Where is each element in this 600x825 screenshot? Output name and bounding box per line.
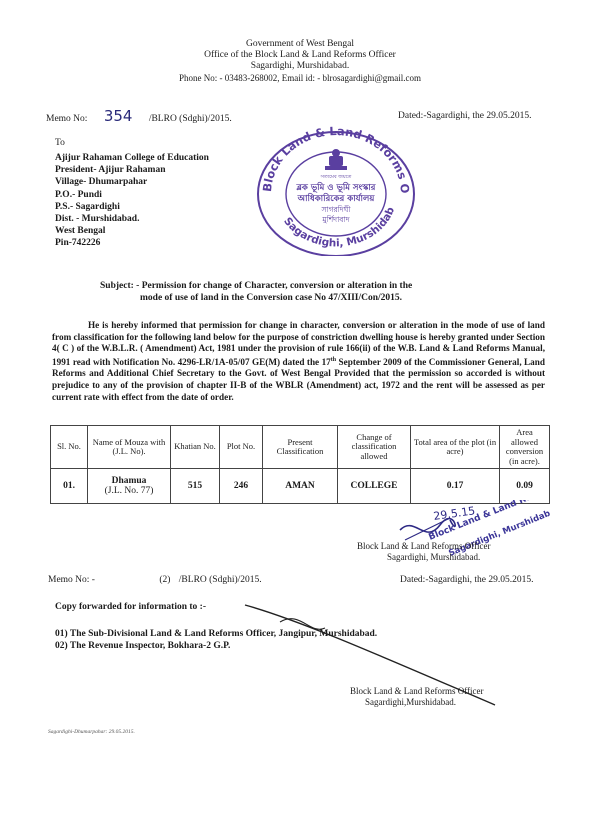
body-text-part1: He is hereby informed that permission for change in character, conversion or alteration in the mode of use of land from classification for the following land below for the purpose of constriction dwelling house is hereby granted under Section 4( C ) of the W.B.L.R. ( Amendment) Act, 1981 under the provision of rule 166(ii) of the W.B. Land & Land Reforms Manual, 1991 read with Notification No. 4296-LR/1A-05/07 GE(M) dated the 17 [52, 320, 545, 367]
list-item: 01) The Sub-Divisional Land & Land Reforms Officer, Jangipur, Murshidabad. [55, 629, 378, 639]
header-office: Office of the Block Land & Land Reforms Officer [204, 50, 396, 60]
seal-bottom-text: Sagardighi, Murshidab [281, 205, 398, 250]
signature2-title: Block Land & Land Reforms Officer [350, 686, 484, 696]
cell-khatian: 515 [171, 469, 220, 504]
cell-sl: 01. [51, 469, 88, 504]
seal-center-line: আধিকারিকের কার্যালয় [297, 194, 375, 204]
col-plot: Plot No. [220, 426, 263, 469]
address-line: President- Ajijur Rahaman [55, 165, 166, 176]
col-khatian: Khatian No. [171, 426, 220, 469]
cell-mouza-jl: (J.L. No. 77) [104, 486, 154, 496]
cell-mouza [88, 469, 171, 504]
col-sl: Sl. No. [51, 426, 88, 469]
memo-number: 354 [103, 107, 133, 125]
signature-title: Block Land & Land Reforms Officer [357, 541, 491, 551]
subject-line-1: Subject: - Permission for change of Character, conversion or alteration in the [100, 281, 413, 291]
office-seal [251, 126, 421, 256]
subject-line-2: mode of use of land in the Conversion case No 47/XIII/Con/2015. [140, 293, 403, 303]
col-allowed: Area allowed conversion (in acre). [500, 426, 550, 469]
body-paragraph [52, 320, 545, 403]
signature-block-1 [357, 541, 491, 563]
signature2-place: Sagardighi,Murshidabad. [365, 697, 456, 707]
seal-ring-text: Block Land & Land Reforms O [259, 126, 413, 195]
address-line: Dist. - Murshidabad. [55, 214, 140, 225]
memo-suffix: /BLRO (Sdghi)/2015. [148, 114, 232, 124]
body-sup: th [330, 356, 337, 363]
memo-line-1 [46, 107, 232, 125]
col-change: Change of classification allowed [338, 426, 411, 469]
seal-center-line: ব্লক ভূমি ও ভূমি সংস্কার [296, 183, 376, 193]
memo-line-2 [48, 575, 262, 585]
signature-icon [390, 500, 550, 575]
land-table [50, 425, 550, 504]
address-line: P.S.- Sagardighi [55, 201, 120, 212]
seal-center-line: সাগরদিঘী [321, 205, 351, 214]
memo2-date: Dated:-Sagardighi, the 29.05.2015. [400, 575, 534, 585]
cell-change: COLLEGE [338, 469, 411, 504]
header-contact: Phone No: - 03483-268002, Email id: - blrosagardighi@gmail.com [178, 73, 421, 83]
address-block [55, 152, 209, 250]
seal-stamp-line1: Block Land & Land [427, 500, 519, 543]
footer-note: Sagardighi-Dhumarpahar: 29.05.2015. [48, 729, 135, 735]
cell-plot: 246 [220, 469, 263, 504]
address-line: Village- Dhumarpahar [55, 177, 148, 188]
address-line: Pin-742226 [55, 238, 101, 249]
subject [100, 280, 530, 304]
memo2-suffix: /BLRO (Sdghi)/2015. [178, 575, 262, 585]
memo-date: Dated:-Sagardighi, the 29.05.2015. [398, 111, 532, 121]
seal-motto: সত্যমেব জয়তে [320, 174, 352, 180]
memo-prefix: Memo No: [46, 114, 88, 124]
header-place: Sagardighi, Murshidabad. [250, 61, 350, 71]
signature-stamp-1 [390, 500, 550, 575]
signature-date: 29.5.15 [432, 504, 477, 523]
signature-block-2 [350, 686, 484, 708]
header-dept: Government of West Bengal [245, 39, 355, 49]
col-mouza: Name of Mouza with (J.L. No). [88, 426, 171, 469]
cell-area: 0.17 [411, 469, 500, 504]
cell-allowed: 0.09 [500, 469, 550, 504]
list-item: 02) The Revenue Inspector, Bokhara-2 G.P. [55, 641, 231, 651]
col-present: Present Classification [263, 426, 338, 469]
address-line: Ajijur Rahaman College of Education [55, 153, 209, 163]
col-area: Total area of the plot (in acre) [411, 426, 500, 469]
copy-label: Copy forwarded for information to :- [55, 602, 207, 612]
signature-place: Sagardighi, Murshidabad. [387, 552, 481, 562]
cell-mouza-name: Dhamua [111, 476, 147, 486]
memo2-prefix: Memo No: - [48, 575, 95, 585]
address-line: P.O.- Pundi [55, 189, 102, 200]
table-header-row [51, 426, 550, 469]
memo2-number: (2) [159, 575, 171, 585]
body-text-part2: September 2009 of the Commissioner General, Land Reforms and Additional Chief Secretary to the Govt. of West Bengal Provided that the permission so accorded is without prejudice to any of the provision of chapter II-B of the WBLR (Amendment) act, 1972 and the rent will be assessed as per current rate with effect from the date of order. [52, 356, 545, 402]
seal-center-line: মুর্শিদাবাদ [322, 215, 350, 224]
seal-icon [251, 126, 421, 256]
address-line: West Bengal [55, 226, 106, 237]
to-label: To [55, 138, 65, 148]
seal-stamp-line2: Sagardighi, Murshidabad [447, 504, 550, 559]
cell-present: AMAN [263, 469, 338, 504]
table-row [51, 469, 550, 504]
